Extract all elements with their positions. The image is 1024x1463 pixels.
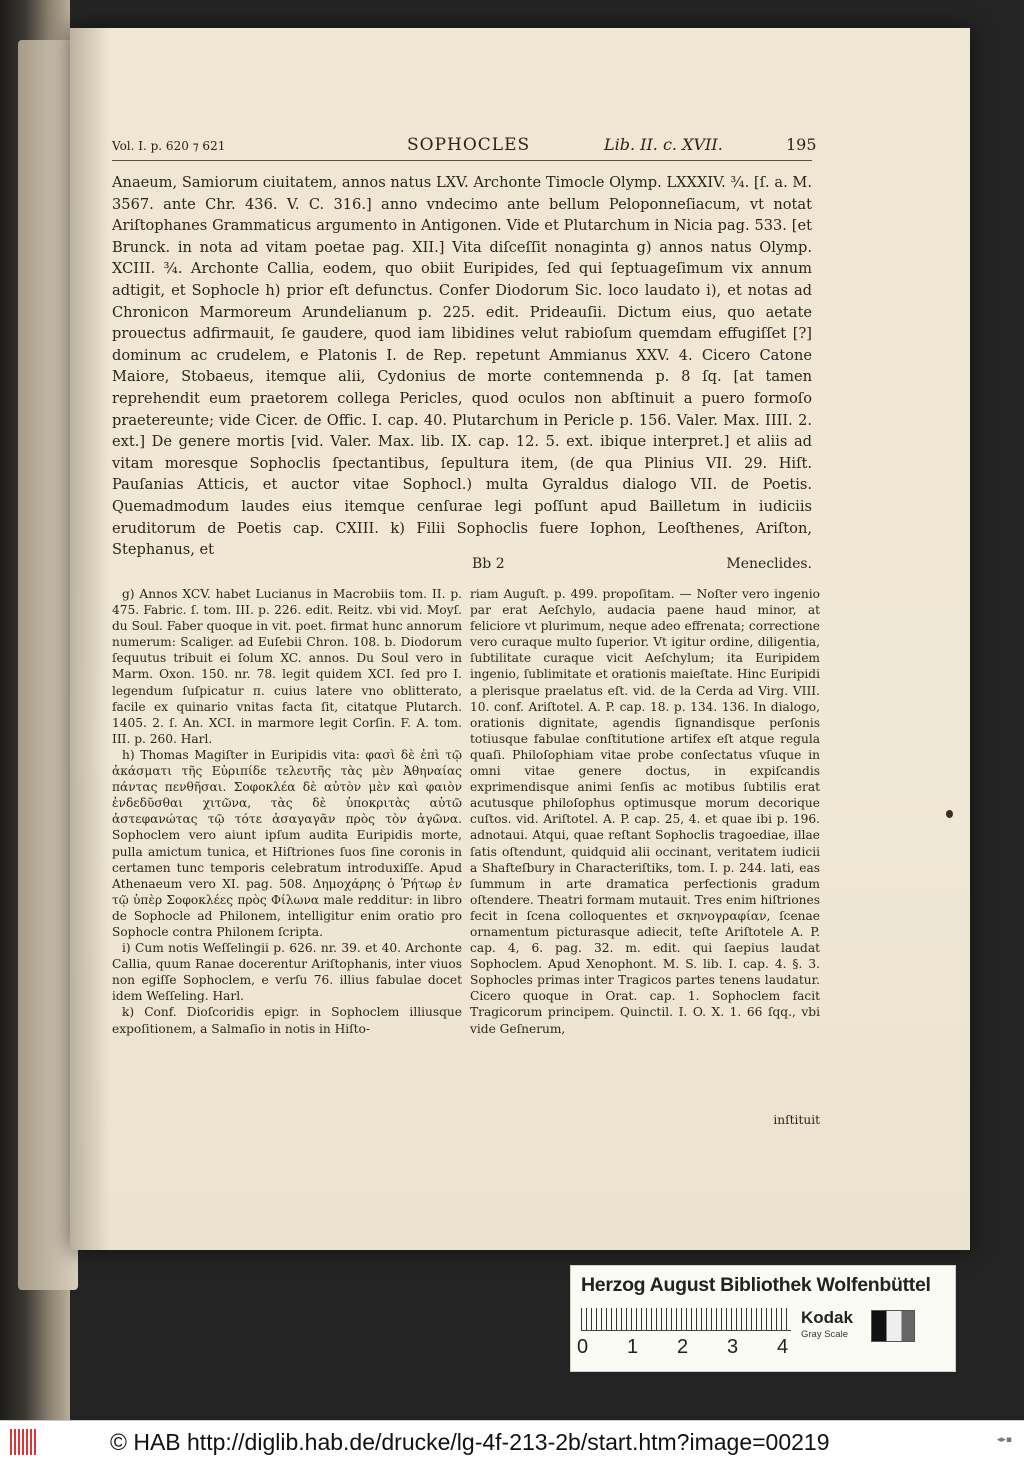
ink-spot bbox=[946, 810, 953, 818]
footnote-i: i) Cum notis Weſſelingii p. 626. nr. 39. et 40. Archonte Callia, quum Ranae docerentur Ariſtophanis, inter viuos non egiſſe Sophoclem, e verſu 76. illius fabulae docet idem Weſſeling. Harl. bbox=[112, 941, 462, 1004]
volume-reference: Vol. I. p. 620 ⁊ 621 bbox=[112, 139, 226, 153]
ruler-number: 1 bbox=[627, 1336, 639, 1358]
page-fold-shadow bbox=[70, 28, 110, 1250]
library-logo-icon bbox=[10, 1429, 38, 1455]
viewer-footer bbox=[0, 1420, 1024, 1463]
footnote-catchword: inſtituit bbox=[773, 1113, 820, 1127]
main-text-block bbox=[112, 172, 812, 561]
footnote-g: g) Annos XCV. habet Lucianus in Macrobiis tom. II. p. 475. Fabric. ſ. tom. III. p. 226. edit. Reitz. vbi vid. Moyſ. du Soul. Faber quoque in vit. poet. firmat hunc annorum numerum: Scaliger. ad Euſebii Chron. 108. b. Diodorum ſequutus tribuit ei ſolum XC. annos. Du Soul vero in Marm. Oxon. 150. nr. 78. legit quidem XCI. ſed pro I. legendum ſuſpicatur π. cuius latere vno oblitterato, facile ex quinario vnitas facta ſit, citatque Plutarch. 1405. 2. ſ. An. XCI. in marmore legit Corſin. F. A. tom. III. p. 260. Harl. bbox=[112, 587, 462, 746]
footnote-h: h) Thomas Magiſter in Euripidis vita: φασὶ δὲ ἐπὶ τῷ ἀκάσματι τῆς Εὐριπίδε τελευτῆς τὰς μὲν Ἀθηναίας πάντας πενθῆσαι. Σοφοκλέα δὲ αὐτὸν μὲν καὶ φαιὸν ἐνδεδῦσθαι χιτῶνα, τὰς δὲ ὑποκριτὰς αὐτῶ ἀστεφανώτας τῷ τότε ἀσαγαγᾶν πρὸς τὸν ἀγῶνα. Sophoclem vero aiunt ipſum audita Euripidis morte, pulla amictum tunica, et Hiſtriones ſuos ſine coronis in certamen tunc temporis celebratum introduxiſſe. Apud Athenaeum vero XI. pag. 508. Δημοχάρης ὁ Ῥήτωρ ἐν τῷ ὑπὲρ Σοφοκλέες πρὸς Φίλωνα male redditur: in libro de Sophocle ad Philonem, intelligitur enim oratio pro Sophocle contra Philonem ſcripta. bbox=[112, 747, 462, 939]
ruler-number: 0 bbox=[577, 1336, 589, 1358]
gray-scale-label: Gray Scale bbox=[801, 1329, 848, 1340]
footnote-continuation: riam Auguſt. p. 499. propoſitam. — Noſter vero ingenio par erat Aeſchylo, audacia paene haud minor, at feliciore vt plurimum, neque adeo effrenata; correctione vero curaque multo ſuperior. Vt igitur ordine, diligentia, ſubtilitate curaque vicit Aeſchylum; ita Euripidem ingenio, ſublimitate et orationis maieſtate. Hinc Euripidi a plerisque praelatus eſt. vid. de la Cerda ad Virg. VIII. 10. conf. Ariſtotel. A. P. cap. 18. p. 134. 136. In dialogo, orationis dignitate, agendis ſignandisque perſonis totiusque fabulae conſtitutione artifex eſt atque regula quaſi. Philoſophiam vitae probe conſectatus vſuque in omni vitae genere doctus, in expiſcandis exprimendisque animi ſenſis ac motibus ſubtilis erat acutusque philoſophus optimusque morum decorique cuſtos. vid. Ariſtotel. A. P. cap. 25, 4. et quae ibi p. 196. adnotaui. Atqui, quae reſtant Sophoclis tragoediae, illae ſatis oſtendunt, quidquid alii occinant, veritatem iudicii a Shafteſbury in Characteriſtiks, tom. I. p. 244. lati, eas ſummum in arte dramatica perfectionis gradum oſtendere. Theatri formam mutauit. Tres enim hiſtriones fecit in ſcena colloquentes et σκηνογραφίαν, ſcenae ornamentum picturasque adiecit, teſte Ariſtotele A. P. cap. 4, 6. pag. 32. m. edit. qui ſaepius laudat Sophoclem. Apud Xenophont. M. S. lib. I. cap. 4. §. 3. Sophocles primas inter Tragicos partes tenens laudatur. Cicero quoque in Orat. cap. 1. Sophoclem facit Tragicorum principem. Quinctil. I. O. X. 1. 66 ſqq., vbi vide Geſnerum, bbox=[470, 587, 820, 1036]
signature-line bbox=[112, 556, 812, 576]
page-number: 195 bbox=[786, 135, 817, 154]
running-title: SOPHOCLES bbox=[407, 135, 531, 155]
scanned-page bbox=[70, 28, 970, 1250]
footer-nav-icons[interactable]: ◂▸▪ bbox=[996, 1435, 1012, 1445]
left-page-edge bbox=[18, 40, 78, 1290]
signature-mark: Bb 2 bbox=[472, 556, 505, 572]
header-rule bbox=[112, 160, 812, 161]
permalink-text[interactable]: © HAB http://diglib.hab.de/drucke/lg-4f-213-2b/start.htm?image=00219 bbox=[110, 1429, 830, 1455]
running-head bbox=[112, 135, 817, 161]
book-chapter-reference: Lib. II. c. XVII. bbox=[604, 135, 723, 154]
catchword: Meneclides. bbox=[726, 556, 812, 572]
footnotes-right-column bbox=[470, 586, 820, 1037]
footnote-k: k) Conf. Dioſcoridis epigr. in Sophoclem illiusque expoſitionem, a Salmaſio in notis in Hiſto- bbox=[112, 1005, 462, 1036]
gray-scale-swatch bbox=[871, 1310, 915, 1342]
footnotes-left-column bbox=[112, 586, 462, 1037]
library-color-card bbox=[570, 1265, 956, 1372]
library-name: Herzog August Bibliothek Wolfenbüttel bbox=[581, 1274, 931, 1296]
ruler-number: 3 bbox=[727, 1336, 739, 1358]
ruler-number: 4 bbox=[777, 1336, 789, 1358]
measurement-ruler bbox=[581, 1308, 791, 1331]
kodak-logo: Kodak bbox=[801, 1308, 853, 1327]
ruler-number: 2 bbox=[677, 1336, 689, 1358]
main-paragraph: Anaeum, Samiorum ciuitatem, annos natus LXV. Archonte Timocle Olymp. LXXXIV. ¾. [ſ. a. M. 3567. ante Chr. 436. V. C. 316.] anno vndecimo ante bellum Peloponneſiacum, vt notat Ariſtophanes Grammaticus argumento in Antigonen. Vide et Plutarchum in Nicia pag. 533. [et Brunck. in nota ad vitam poetae pag. XII.] Vita diſceſſit nonaginta g) annos natus Olymp. XCIII. ¾. Archonte Callia, eodem, quo obiit Euripides, ſed qui ſeptuageſimum vix annum adtigit, et Sophocle h) prior eſt defunctus. Confer Diodorum Sic. loco laudato i), et notas ad Chronicon Marmoreum Arundelianum p. 225. edit. Prideauſii. Dictum eius, quo aetate prouectus adfirmauit, ſe gaudere, quod iam libidines velut rabioſum quemdam effugiſſet [?] dominum ac crudelem, e Platonis I. de Rep. repetunt Ammianus XXV. 4. Cicero Catone Maiore, Stobaeus, itemque alii, Cydonius de morte contemnenda p. 8 ſq. [at tamen reprehendit eum praetorem collega Pericles, quod oculos non abſtinuit a puero formoſo praetereunte; vide Cicer. de Offic. I. cap. 40. Plutarchum in Pericle p. 156. Valer. Max. IIII. 2. ext.] De genere mortis [vid. Valer. Max. lib. IX. cap. 12. 5. ext. ibique interpret.] et aliis ad vitam moresque Sophoclis ſpectantibus, ſepultura item, (de qua Plinius VII. 29. Hiſt. Pauſanias Atticis, et auctor vitae Sophocl.) multa Gyraldus dialogo VII. de Poetis. Quemadmodum laudes eius itemque cenſurae legi poſſunt apud Bailletum in iudiciis eruditorum de Poetis cap. CXIII. k) Filii Sophoclis fuere Iophon, Leoſthenes, Ariſton, Stephanus, et bbox=[112, 174, 812, 559]
